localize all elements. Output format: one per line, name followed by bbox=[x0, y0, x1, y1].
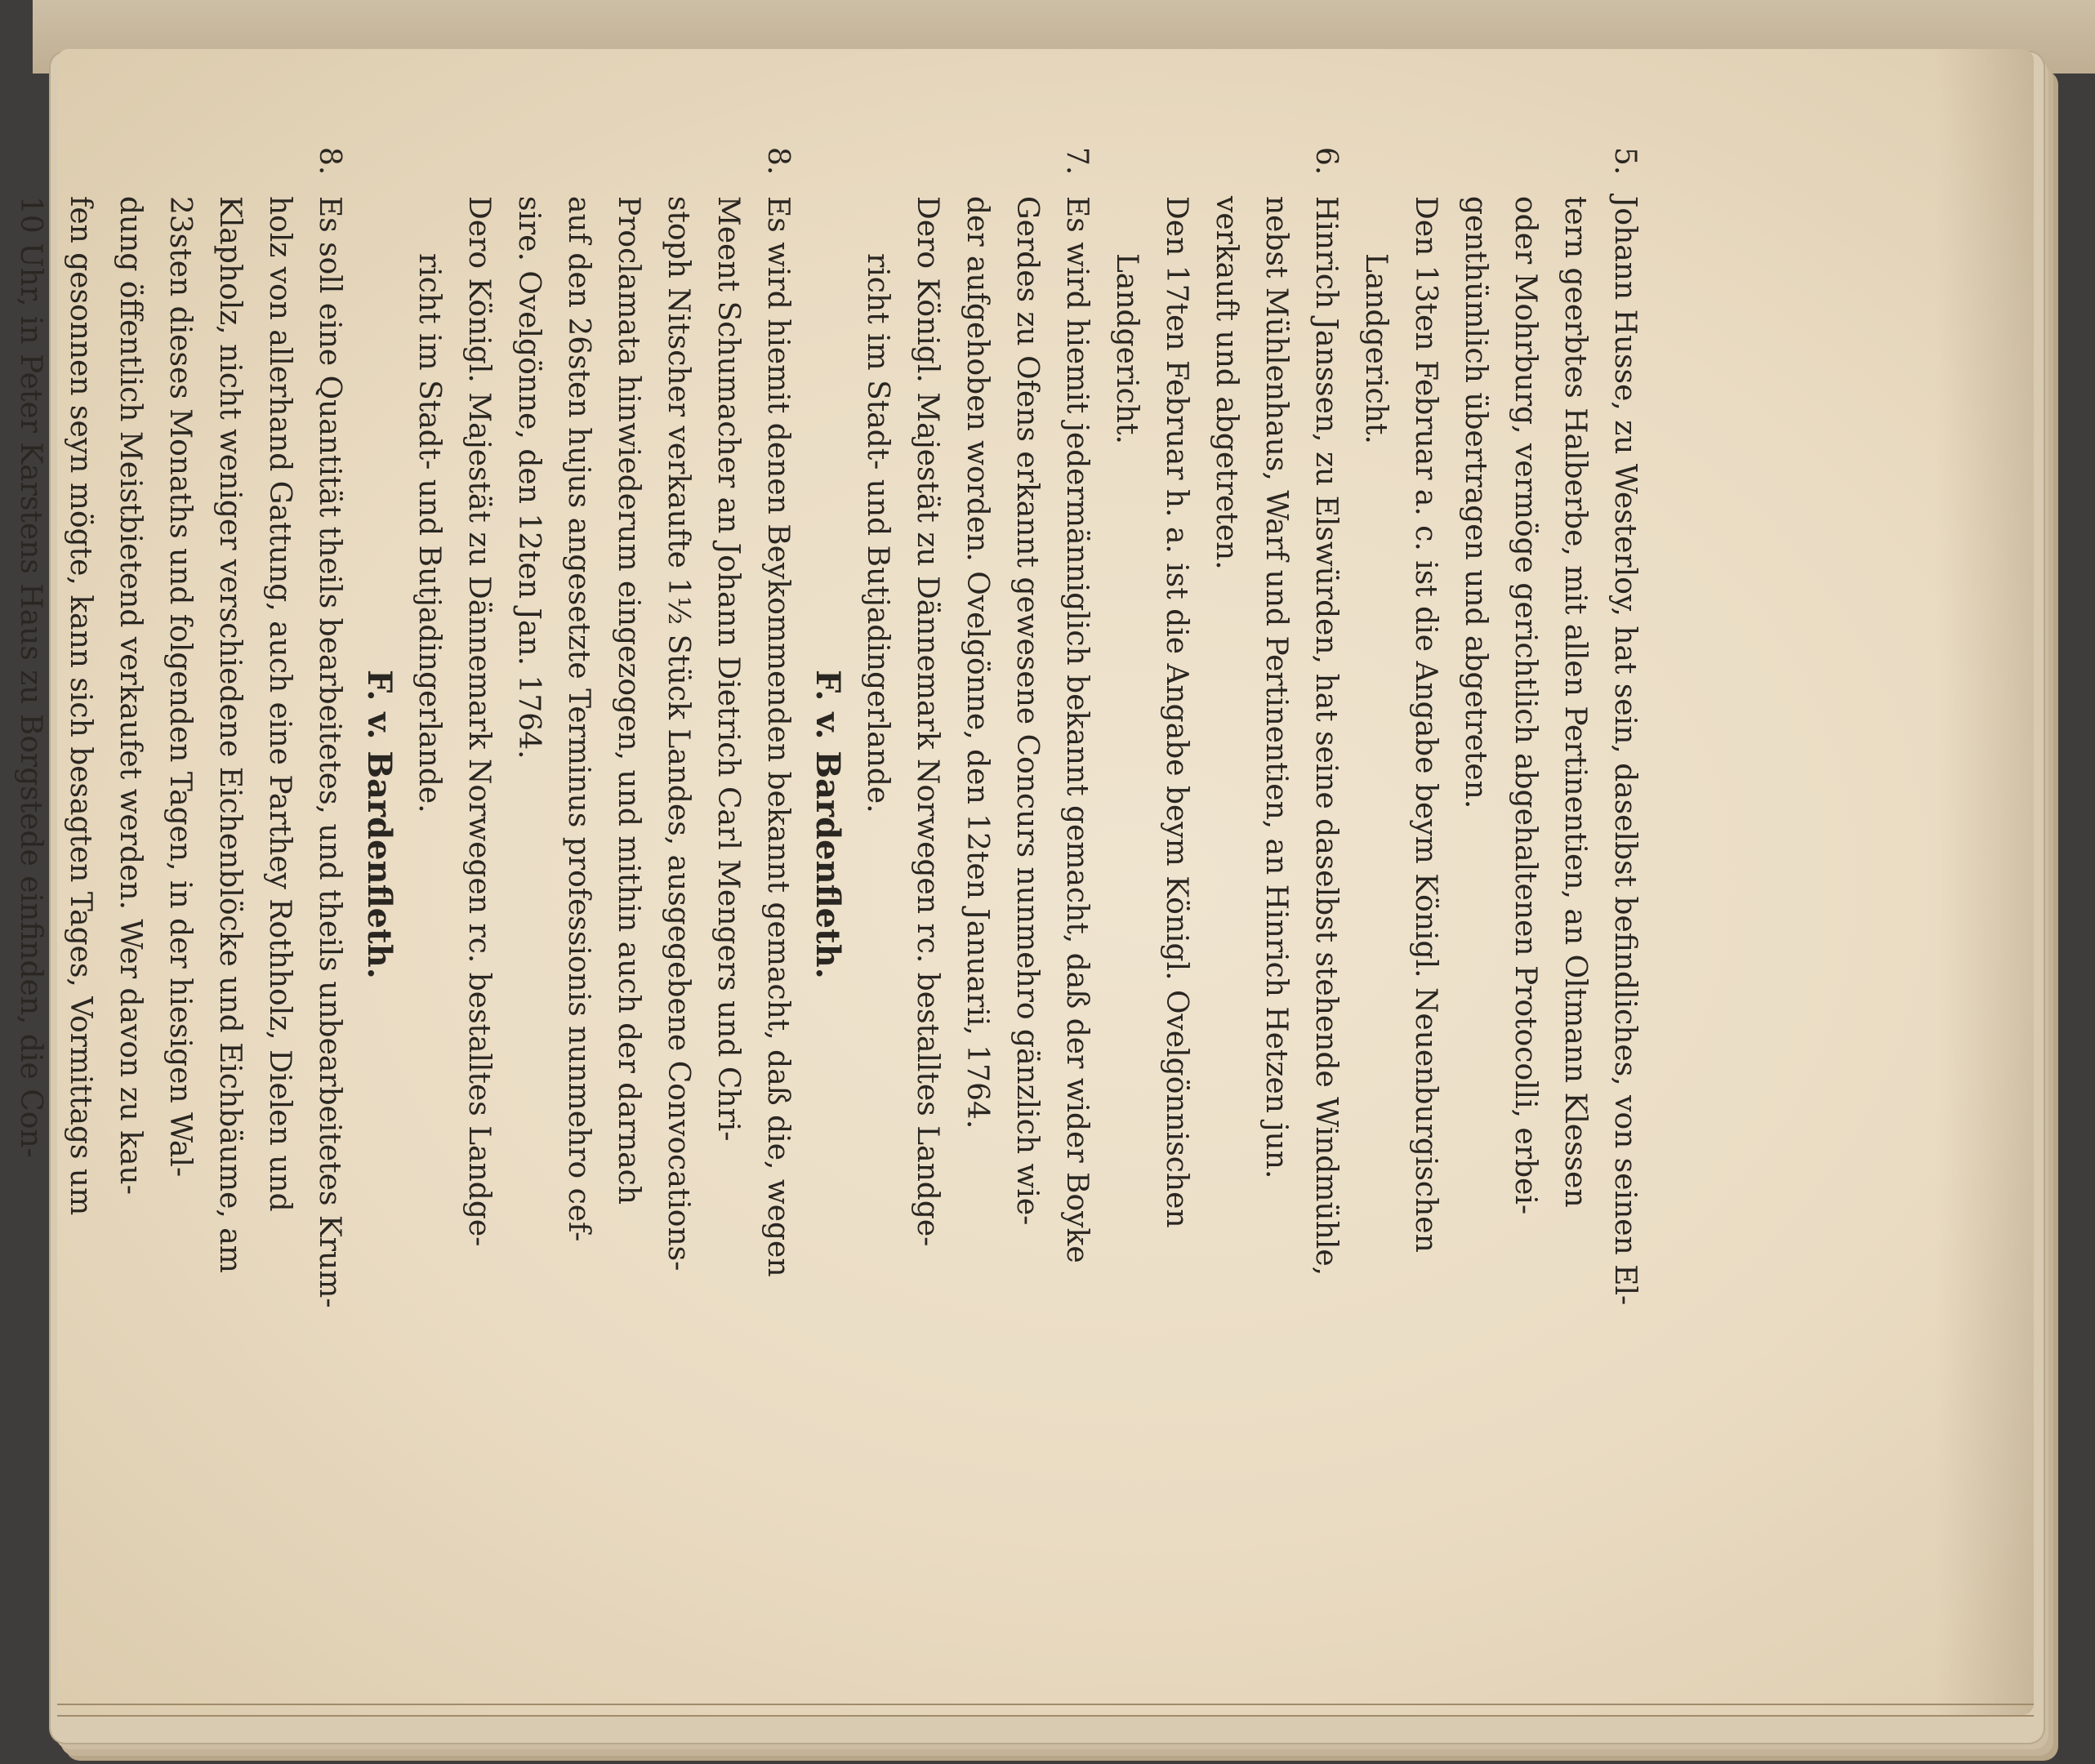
item-number: 6. bbox=[1309, 147, 1343, 176]
line-text: verkauft und abgetreten. bbox=[1210, 196, 1243, 570]
text-line bbox=[504, 147, 554, 1421]
line-text: Dero Königl. Majestät zu Dännemark Norwegen rc. bestalltes Landge- bbox=[911, 196, 944, 1247]
line-text: Johann Husse, zu Westerloy, hat sein, daselbst befindliches, von seinen El- bbox=[1608, 196, 1642, 1306]
line-text: richt im Stadt- und Butjadingerlande. bbox=[861, 253, 894, 813]
line-text: fen gesonnen seyn mögte, kann sich besagten Tages, Vormittags um bbox=[64, 196, 97, 1216]
text-line bbox=[1351, 147, 1401, 1421]
page-edge-line bbox=[57, 1715, 2034, 1717]
item-number: 7. bbox=[1060, 147, 1094, 176]
line-text: tern geerbtes Halberbe, mit allen Pertinentien, an Oltmann Klessen bbox=[1558, 196, 1592, 1208]
line-text: F. v. Bardenfleth. bbox=[809, 670, 847, 979]
line-text: Es wird hiemit denen Beykommenden bekannt gemacht, daß die, wegen bbox=[761, 196, 795, 1277]
line-text: nebst Mühlenhaus, Warf und Pertinentien, an Hinrich Hetzen jun. bbox=[1259, 196, 1293, 1179]
line-text: Es wird hiemit jedermänniglich bekannt gemacht, daß der wider Boyke bbox=[1060, 196, 1094, 1263]
line-text: Proclamata hinwiederum eingezogen, und mithin auch der darnach bbox=[612, 196, 645, 1205]
text-line bbox=[703, 147, 753, 1421]
text-line bbox=[1102, 147, 1152, 1421]
text-line bbox=[903, 147, 952, 1421]
line-text: stoph Nitscher verkaufte 1½ Stück Landes, ausgegebene Convocations- bbox=[662, 196, 695, 1272]
line-text: genthümlich übertragen und abgetreten. bbox=[1459, 196, 1492, 809]
text-line bbox=[255, 147, 305, 1421]
book-gutter bbox=[1936, 49, 2034, 1715]
text-line bbox=[1251, 147, 1301, 1421]
text-line bbox=[404, 147, 454, 1421]
text-line bbox=[853, 147, 903, 1421]
line-text: Es soll eine Quantität theils bearbeitetes, und theils unbearbeitetes Krum- bbox=[313, 196, 346, 1308]
line-text: Dero Königl. Majestät zu Dännemark Norwegen rc. bestalltes Landge- bbox=[462, 196, 496, 1247]
text-line bbox=[155, 147, 205, 1421]
signature-line bbox=[354, 147, 404, 1421]
line-text: 10 Uhr, in Peter Karstens Haus zu Borgstede einfinden, die Con- bbox=[14, 196, 47, 1158]
text-line bbox=[56, 147, 105, 1421]
rotated-text-block bbox=[14, 147, 1650, 1421]
text-line bbox=[1451, 147, 1500, 1421]
line-text: der aufgehoben worden. Ovelgönne, den 12ten Januarii, 1764. bbox=[961, 196, 994, 1129]
line-text: Landgericht. bbox=[1110, 253, 1143, 444]
line-text: auf den 26sten hujus angesetzte Terminus professionis nunmehro cef- bbox=[562, 196, 595, 1242]
line-text: holz von allerhand Gattung, auch eine Parthey Rothholz, Dielen und bbox=[263, 196, 296, 1212]
page-edge-line bbox=[57, 1704, 2034, 1705]
item-number: 8. bbox=[313, 147, 346, 176]
text-line bbox=[604, 147, 653, 1421]
line-text: Meent Schumacher an Johann Dietrich Carl Mengers und Chri- bbox=[711, 196, 745, 1142]
text-line bbox=[305, 147, 354, 1421]
text-line bbox=[1002, 147, 1052, 1421]
text-line bbox=[1201, 147, 1251, 1421]
text-line bbox=[205, 147, 255, 1421]
text-line bbox=[554, 147, 604, 1421]
text-line bbox=[1052, 147, 1102, 1421]
line-text: richt im Stadt- und Butjadingerlande. bbox=[412, 253, 446, 813]
text-line bbox=[1600, 147, 1650, 1421]
text-line bbox=[653, 147, 703, 1421]
text-line bbox=[1301, 147, 1351, 1421]
text-line bbox=[753, 147, 803, 1421]
text-line bbox=[1550, 147, 1600, 1421]
line-text: F. v. Bardenfleth. bbox=[360, 670, 399, 979]
line-text: sire. Ovelgönne, den 12ten Jan. 1764. bbox=[512, 196, 546, 760]
signature-line bbox=[803, 147, 853, 1421]
item-number: 8. bbox=[761, 147, 795, 176]
text-line bbox=[6, 147, 56, 1421]
line-text: Den 13ten Februar a. c. ist die Angabe beym Königl. Neuenburgischen bbox=[1409, 196, 1442, 1253]
text-line bbox=[105, 147, 155, 1421]
line-text: dung öffentlich Meistbietend verkaufet werden. Wer davon zu kau- bbox=[114, 196, 147, 1195]
text-line bbox=[0, 147, 6, 1421]
text-line bbox=[952, 147, 1002, 1421]
text-line bbox=[1152, 147, 1201, 1421]
line-text: Landgericht. bbox=[1359, 253, 1393, 444]
line-text: Gerdes zu Ofens erkannt gewesene Concurs nunmehro gänzlich wie- bbox=[1010, 196, 1044, 1226]
line-text: 23sten dieses Monaths und folgenden Tagen, in der hiesigen Wal- bbox=[163, 196, 197, 1178]
text-line bbox=[454, 147, 504, 1421]
line-text: oder Mohrburg, vermöge gerichtlich abgehaltenen Protocolli, erbei- bbox=[1509, 196, 1542, 1215]
line-text: Hinrich Janssen, zu Elswürden, hat seine daselbst stehende Windmühle, bbox=[1309, 196, 1343, 1276]
item-number: 5. bbox=[1608, 147, 1642, 176]
line-text: Klapholz, nicht weniger verschiedene Eichenblöcke und Eichbäume, am bbox=[213, 196, 247, 1273]
text-line bbox=[1401, 147, 1451, 1421]
text-line bbox=[1500, 147, 1550, 1421]
line-text: Den 17ten Februar h. a. ist die Angabe beym Königl. Ovelgönnischen bbox=[1160, 196, 1193, 1228]
